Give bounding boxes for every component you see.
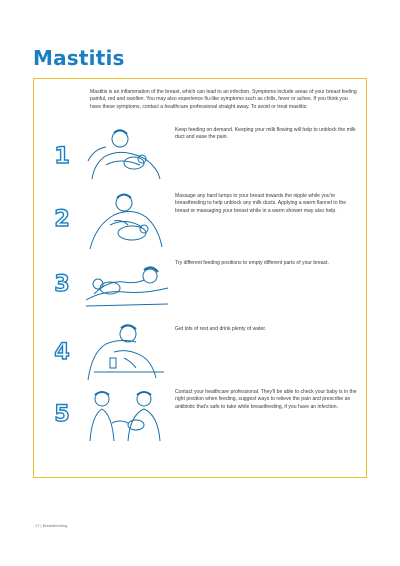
step-number: 4 (54, 340, 70, 365)
breast-massage-while-feeding-illustration (84, 191, 170, 251)
step-number: 3 (54, 272, 70, 297)
step-text: Try different feeding positions to empty different parts of your breast. (175, 260, 329, 266)
step-number: 2 (54, 207, 70, 232)
intro-paragraph: Mastitis is an inflammation of the breast, which can lead to an infection. Symptoms include areas of your breast feeling painful, red and swollen. You may also experience flu-like symptoms such as chills, fever or aches. If you think you have these symptoms, contact a healthcare professional straight away. To avoid or treat mastitis: (90, 89, 357, 110)
page-footer: 17 | Breastfeeding (35, 523, 68, 528)
lying-down-feeding-position-illustration (84, 260, 170, 310)
mother-resting-with-water-illustration (84, 322, 170, 382)
step-text: Keep feeding on demand. Keeping your milk flowing will help to unblock the milk duct and ease the pain. (175, 127, 356, 141)
step-number: 5 (54, 402, 70, 427)
healthcare-professional-consultation-illustration (84, 387, 170, 443)
step-text: Get lots of rest and drink plenty of water. (175, 326, 267, 332)
mother-breastfeeding-baby-illustration (84, 125, 170, 183)
step-number: 1 (54, 144, 70, 169)
step-text: Massage any hard lumps in your breast towards the nipple while you're breastfeeding to help unblock any milk ducts. Applying a warm flannel to the breast or massaging your breast while in a warm shower may also help. (175, 193, 347, 214)
page-title: Mastitis (33, 46, 125, 70)
step-text: Contact your healthcare professional. They'll be able to check your baby is in the right position when feeding, suggest ways to relieve the pain and prescribe an antibiotic that's safe to take while breastfeeding, if you have an infection. (175, 389, 357, 410)
